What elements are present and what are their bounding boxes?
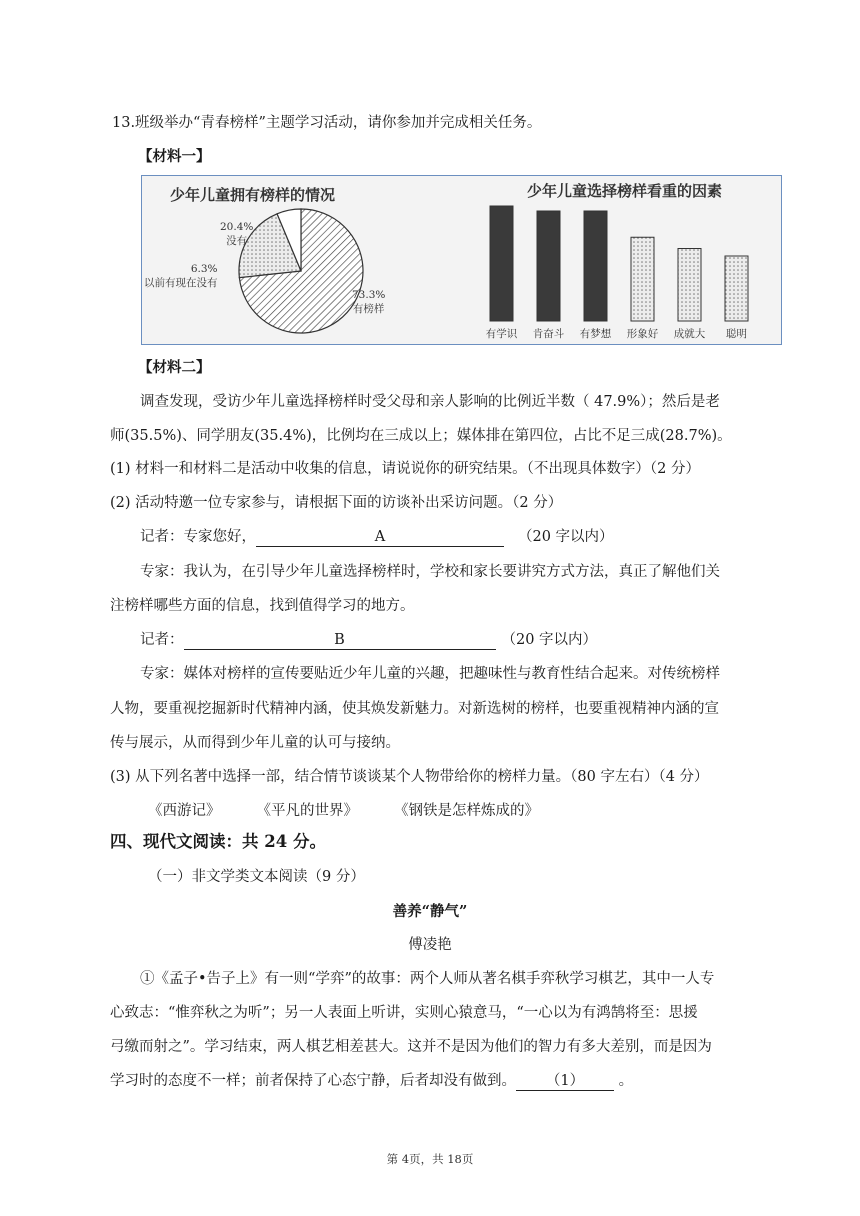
reporter-question-a	[140, 526, 614, 548]
sub-question-1: (1) 材料一和材料二是活动中收集的信息，请说说你的研究结果。（不出现具体数字）（2 分）	[110, 461, 700, 477]
bar-2	[537, 211, 560, 321]
paragraph1-line2: 心致志：“惟弈秋之为听”；另一人表面上听讲，实则心猿意马，“一心以为有鸿鹄将至：思援	[110, 1005, 698, 1021]
paragraph1-line3: 弓缴而射之”。学习结束，两人棋艺相差甚大。这并不是因为他们的智力有多大差别，而是因为	[110, 1039, 712, 1055]
paragraph1-line4	[110, 1070, 633, 1092]
bar-category-label: 有梦想	[579, 328, 612, 340]
blank-a[interactable]: A	[256, 528, 504, 547]
expert-answer1-line2: 注榜样哪些方面的信息，找到值得学习的地方。	[110, 598, 415, 614]
bar-chart	[472, 176, 772, 326]
section4-title: 四、现代文阅读：共 24 分。	[110, 832, 326, 851]
pie-label-have	[352, 288, 385, 316]
blank-b[interactable]: B	[184, 631, 496, 650]
bar-category-label: 成就大	[673, 328, 706, 340]
page-footer: 第 4页，共 18页	[386, 1152, 474, 1166]
sub-question-2: (2) 活动特邀一位专家参与，请根据下面的访谈补出采访问题。（2 分）	[110, 495, 563, 511]
expert-answer2-line2: 人物，要重视挖掘新时代精神内涵，使其焕发新魅力。对新选树的榜样，也要重视精神内涵的宣	[110, 701, 719, 717]
pie-value-former: 6.3%	[190, 263, 218, 275]
limit-b: （20 字以内）	[501, 632, 598, 648]
article-author: 傅凌艳	[408, 937, 452, 953]
bar-1	[490, 206, 513, 321]
bar-chart-title: 少年儿童选择榜样看重的因素	[527, 182, 723, 200]
bar-category-label: 形象好	[626, 328, 659, 340]
bar-category-label: 肯奋斗	[532, 328, 565, 340]
material2-line2: 师(35.5%)、同学朋友(35.4%)，比例均在三成以上；媒体排在第四位，占比不足三成(28.7%)。	[110, 428, 732, 444]
paragraph1-line1: ①《孟子•告子上》有一则“学弈”的故事：两个人师从著名棋手弈秋学习棋艺，其中一人专	[140, 971, 715, 987]
pie-value-have: 73.3%	[352, 289, 386, 301]
pie-value-none: 20.4%	[220, 221, 254, 233]
survey-figure	[141, 175, 782, 345]
book-journey-west: 《西游记》	[148, 803, 221, 819]
expert-answer2-line1: 专家：媒体对榜样的宣传要贴近少年儿童的兴趣，把趣味性与教育性结合起来。对传统榜样	[140, 666, 720, 682]
expert-answer2-line3: 传与展示，从而得到少年儿童的认可与接纳。	[110, 735, 400, 751]
sub-question-3: (3) 从下列名著中选择一部，结合情节谈谈某个人物带给你的榜样力量。（80 字左右）（4 分）	[110, 769, 709, 785]
pie-chart-title: 少年儿童拥有榜样的情况	[170, 186, 336, 204]
bar-category-label: 聪明	[726, 328, 747, 340]
article-title: 善养“静气”	[392, 903, 468, 920]
paragraph1-line4-text: 学习时的态度不一样；前者保持了心态宁静，后者却没有做到。	[110, 1073, 516, 1089]
pie-label-none	[220, 220, 253, 248]
bar-5	[678, 249, 701, 322]
material2-label: 【材料二】	[138, 359, 211, 376]
reporter-b-prefix: 记者：	[140, 632, 184, 648]
limit-a: （20 字以内）	[518, 529, 614, 545]
material1-label: 【材料一】	[138, 148, 211, 165]
pie-chart	[226, 196, 376, 346]
expert-answer1-line1: 专家：我认为，在引导少年儿童选择榜样时，学校和家长要讲究方式方法，真正了解他们关	[140, 564, 720, 580]
section4-part1: （一）非文学类文本阅读（9 分）	[148, 869, 365, 885]
pie-category-former: 以前有现在没有	[144, 277, 218, 289]
bar-category-label: 有学识	[485, 328, 518, 340]
reporter-a-prefix: 记者：专家您好，	[140, 529, 256, 545]
paragraph1-line4-end: 。	[614, 1073, 634, 1089]
pie-category-none: 没有	[226, 235, 248, 247]
material2-line1: 调查发现，受访少年儿童选择榜样时受父母和亲人影响的比例近半数（ 47.9%）；然后是老	[140, 394, 720, 410]
blank-1[interactable]: （1）	[516, 1072, 614, 1091]
bar-6	[725, 256, 748, 321]
reporter-question-b	[140, 629, 597, 651]
question-intro: 13.班级举办“青春榜样”主题学习活动，请你参加并完成相关任务。	[112, 115, 542, 131]
bar-4	[631, 237, 654, 321]
bar-3	[584, 211, 607, 321]
book-steel-tempered: 《钢铁是怎样炼成的》	[394, 803, 539, 819]
pie-category-have: 有榜样	[352, 303, 385, 315]
book-list	[148, 800, 539, 822]
book-ordinary-world: 《平凡的世界》	[256, 803, 358, 819]
pie-label-former	[144, 262, 218, 290]
